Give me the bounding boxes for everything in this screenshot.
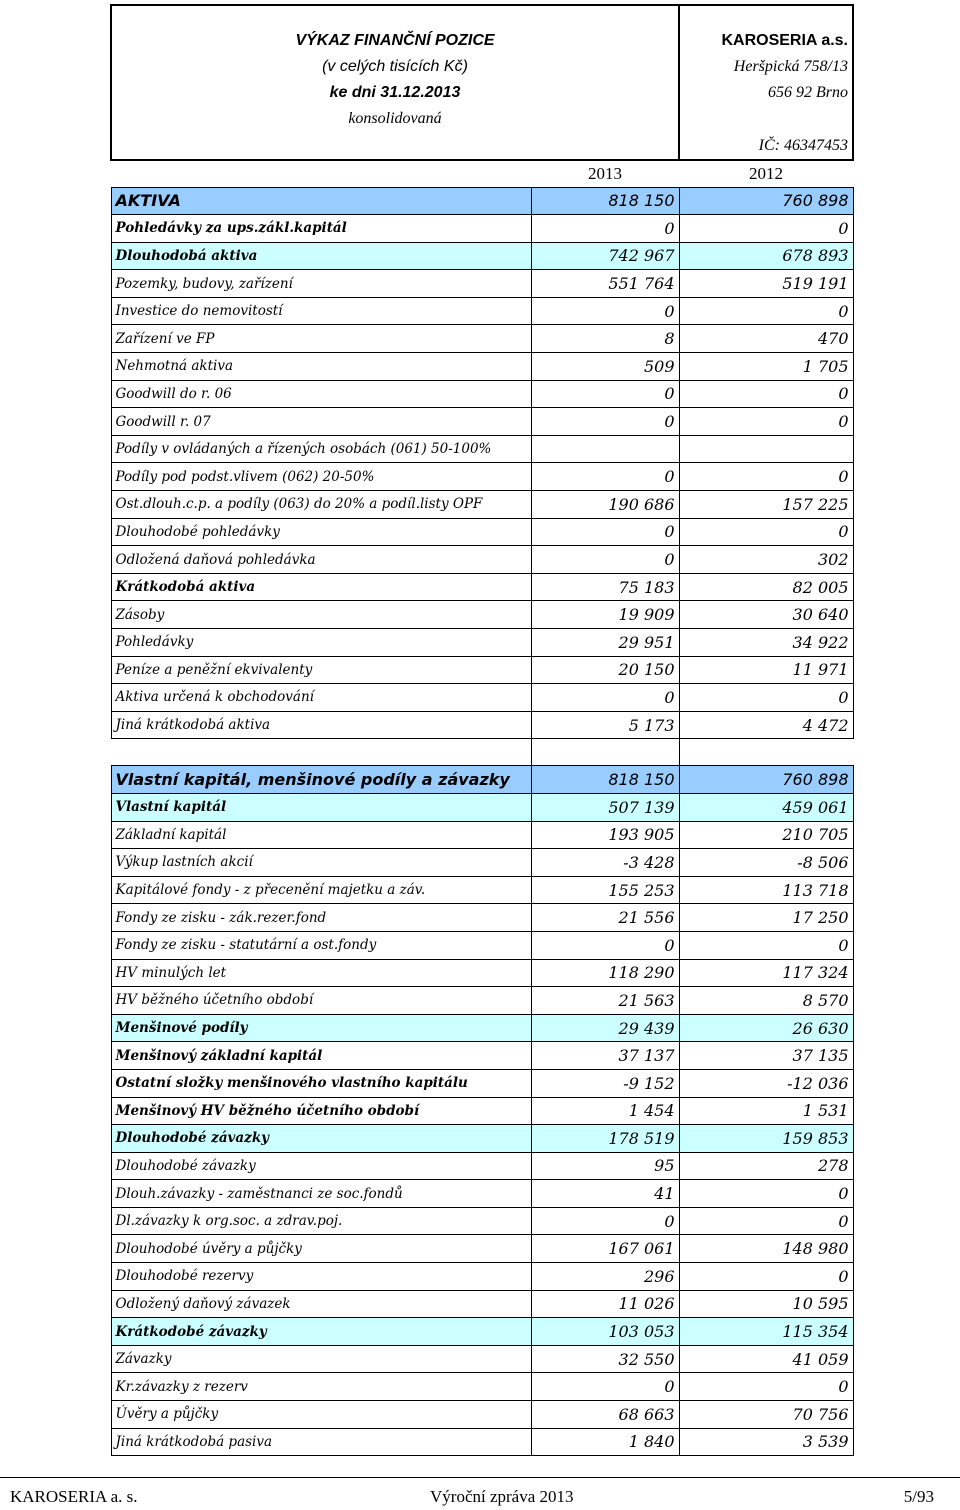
- value-2012: 8 570: [679, 987, 853, 1015]
- value-2012: 0: [679, 931, 853, 959]
- value-2013: 0: [531, 215, 679, 243]
- value-2013: 1 454: [531, 1097, 679, 1125]
- value-2013: 29 439: [531, 1014, 679, 1042]
- company-name: KAROSERIA a.s.: [679, 27, 853, 54]
- liability-row: [111, 821, 853, 849]
- value-2013: 0: [531, 684, 679, 712]
- value-2013: 818 150: [531, 766, 679, 794]
- liability-row: [111, 931, 853, 959]
- value-2013: 0: [531, 380, 679, 408]
- row-label: Úvěry a půjčky: [111, 1401, 531, 1429]
- asset-row: [111, 629, 853, 657]
- asset-row: [111, 297, 853, 325]
- row-label: Krátkodobé závazky: [111, 1318, 531, 1346]
- row-label: Menšinový základní kapitál: [111, 1042, 531, 1070]
- row-label: Jiná krátkodobá pasiva: [111, 1428, 531, 1456]
- value-2013: 5 173: [531, 711, 679, 739]
- row-label: Dl.závazky k org.soc. a zdrav.poj.: [111, 1207, 531, 1235]
- liability-row: [111, 904, 853, 932]
- row-label: Odložený daňový závazek: [111, 1290, 531, 1318]
- liability-row: [111, 1125, 853, 1153]
- value-2012: 278: [679, 1152, 853, 1180]
- year-2012-header: 2012: [749, 163, 783, 183]
- liability-row: [111, 1263, 853, 1291]
- liability-row: [111, 1180, 853, 1208]
- company-city: 656 92 Brno: [679, 80, 853, 106]
- row-label: Podíly v ovládaných a řízených osobách (061) 50-100%: [111, 435, 531, 463]
- row-label: Dlouhodobé rezervy: [111, 1263, 531, 1291]
- row-label: Dlouhodobé pohledávky: [111, 518, 531, 546]
- row-label: Pohledávky za ups.zákl.kapitál: [111, 215, 531, 243]
- spacer-row: [111, 739, 853, 766]
- value-2013: 21 563: [531, 987, 679, 1015]
- value-2013: 507 139: [531, 793, 679, 821]
- value-2012: 70 756: [679, 1401, 853, 1429]
- row-label: Zařízení ve FP: [111, 325, 531, 353]
- row-label: Pohledávky: [111, 629, 531, 657]
- value-2013: 0: [531, 463, 679, 491]
- liability-row: [111, 793, 853, 821]
- value-2013: 1 840: [531, 1428, 679, 1456]
- value-2012: -8 506: [679, 849, 853, 877]
- company-ico: IČ: 46347453: [679, 132, 853, 160]
- value-2013: 41: [531, 1180, 679, 1208]
- row-label: Pozemky, budovy, zařízení: [111, 270, 531, 298]
- asset-row: [111, 711, 853, 739]
- value-2013: 95: [531, 1152, 679, 1180]
- value-2012: 0: [679, 1263, 853, 1291]
- asset-row: [111, 463, 853, 491]
- value-2012: 4 472: [679, 711, 853, 739]
- asset-row: [111, 546, 853, 574]
- value-2012: 0: [679, 684, 853, 712]
- liability-row: [111, 1069, 853, 1097]
- value-2012: 302: [679, 546, 853, 574]
- value-2013: 75 183: [531, 573, 679, 601]
- value-2012: 0: [679, 297, 853, 325]
- liability-row: [111, 876, 853, 904]
- value-2013: 29 951: [531, 629, 679, 657]
- value-2013: 193 905: [531, 821, 679, 849]
- value-2012: 519 191: [679, 270, 853, 298]
- page-footer: [0, 1477, 960, 1510]
- liability-row: [111, 1207, 853, 1235]
- report-scope: konsolidovaná: [111, 106, 679, 132]
- value-2013: 0: [531, 518, 679, 546]
- value-2013: -9 152: [531, 1069, 679, 1097]
- row-label: Základní kapitál: [111, 821, 531, 849]
- balance-sheet-table: [110, 4, 854, 1456]
- value-2013: 20 150: [531, 656, 679, 684]
- row-label: HV minulých let: [111, 959, 531, 987]
- value-2012: 37 135: [679, 1042, 853, 1070]
- value-2013: 742 967: [531, 242, 679, 270]
- row-label: Nehmotná aktiva: [111, 353, 531, 381]
- value-2012: 148 980: [679, 1235, 853, 1263]
- liability-row: [111, 987, 853, 1015]
- liability-row: [111, 1097, 853, 1125]
- value-2012: 113 718: [679, 876, 853, 904]
- row-label: HV běžného účetního období: [111, 987, 531, 1015]
- value-2012: 0: [679, 1207, 853, 1235]
- asset-row: [111, 187, 853, 215]
- row-label: Menšinové podíly: [111, 1014, 531, 1042]
- liability-row: [111, 1373, 853, 1401]
- value-2012: 0: [679, 518, 853, 546]
- row-label: Menšinový HV běžného účetního období: [111, 1097, 531, 1125]
- liability-row: [111, 959, 853, 987]
- value-2012: 26 630: [679, 1014, 853, 1042]
- liability-row: [111, 1152, 853, 1180]
- row-label: Vlastní kapitál: [111, 793, 531, 821]
- liability-row: [111, 1345, 853, 1373]
- footer-page-number: 5/93: [903, 1487, 934, 1506]
- asset-row: [111, 270, 853, 298]
- value-2012: 760 898: [679, 187, 853, 215]
- row-label: Kr.závazky z rezerv: [111, 1373, 531, 1401]
- liability-row: [111, 849, 853, 877]
- value-2012: 41 059: [679, 1345, 853, 1373]
- value-2012: 82 005: [679, 573, 853, 601]
- asset-row: [111, 435, 853, 463]
- asset-row: [111, 215, 853, 243]
- value-2012: 1 705: [679, 353, 853, 381]
- row-label: Goodwill r. 07: [111, 408, 531, 436]
- row-label: Zásoby: [111, 601, 531, 629]
- value-2012: 210 705: [679, 821, 853, 849]
- value-2013: -3 428: [531, 849, 679, 877]
- row-label: Jiná krátkodobá aktiva: [111, 711, 531, 739]
- value-2012: 1 531: [679, 1097, 853, 1125]
- row-label: Dlouhodobá aktiva: [111, 242, 531, 270]
- value-2012: 11 971: [679, 656, 853, 684]
- value-2012: 0: [679, 1373, 853, 1401]
- report-date: ke dni 31.12.2013: [111, 80, 679, 106]
- value-2012: 157 225: [679, 491, 853, 519]
- liability-row: [111, 1401, 853, 1429]
- asset-row: [111, 408, 853, 436]
- row-label: Dlouhodobé úvěry a půjčky: [111, 1235, 531, 1263]
- value-2013: 509: [531, 353, 679, 381]
- value-2012: 760 898: [679, 766, 853, 794]
- asset-row: [111, 380, 853, 408]
- asset-row: [111, 491, 853, 519]
- value-2013: 551 764: [531, 270, 679, 298]
- value-2012: 0: [679, 1180, 853, 1208]
- value-2013: 8: [531, 325, 679, 353]
- value-2012: 3 539: [679, 1428, 853, 1456]
- value-2013: 37 137: [531, 1042, 679, 1070]
- row-label: Vlastní kapitál, menšinové podíly a závazky: [111, 766, 531, 794]
- value-2013: 0: [531, 931, 679, 959]
- value-2013: 178 519: [531, 1125, 679, 1153]
- value-2013: 0: [531, 297, 679, 325]
- asset-row: [111, 242, 853, 270]
- liability-row: [111, 766, 853, 794]
- value-2013: 0: [531, 546, 679, 574]
- value-2012: 459 061: [679, 793, 853, 821]
- value-2012: 0: [679, 215, 853, 243]
- row-label: Výkup lastních akcií: [111, 849, 531, 877]
- value-2012: 10 595: [679, 1290, 853, 1318]
- report-unit: (v celých tisících Kč): [111, 54, 679, 80]
- value-2012: 115 354: [679, 1318, 853, 1346]
- row-label: Investice do nemovitostí: [111, 297, 531, 325]
- row-label: Aktiva určená k obchodování: [111, 684, 531, 712]
- value-2013: 0: [531, 1373, 679, 1401]
- year-2013-header: 2013: [588, 163, 622, 183]
- value-2012: 17 250: [679, 904, 853, 932]
- value-2013: 19 909: [531, 601, 679, 629]
- row-label: Závazky: [111, 1345, 531, 1373]
- row-label: Dlouhodobé závazky: [111, 1152, 531, 1180]
- value-2013: 21 556: [531, 904, 679, 932]
- value-2013: 103 053: [531, 1318, 679, 1346]
- value-2013: 68 663: [531, 1401, 679, 1429]
- value-2013: 155 253: [531, 876, 679, 904]
- row-label: Dlouh.závazky - zaměstnanci ze soc.fondů: [111, 1180, 531, 1208]
- row-label: Odložená daňová pohledávka: [111, 546, 531, 574]
- liability-row: [111, 1014, 853, 1042]
- row-label: Podíly pod podst.vlivem (062) 20-50%: [111, 463, 531, 491]
- value-2012: 0: [679, 463, 853, 491]
- value-2013: 190 686: [531, 491, 679, 519]
- footer-company: KAROSERIA a. s.: [10, 1487, 138, 1506]
- liability-row: [111, 1290, 853, 1318]
- value-2012: 678 893: [679, 242, 853, 270]
- liability-row: [111, 1235, 853, 1263]
- value-2013: 0: [531, 1207, 679, 1235]
- asset-row: [111, 518, 853, 546]
- row-label: Dlouhodobé závazky: [111, 1125, 531, 1153]
- row-label: Kapitálové fondy - z přecenění majetku a záv.: [111, 876, 531, 904]
- row-label: Krátkodobá aktiva: [111, 573, 531, 601]
- liability-row: [111, 1042, 853, 1070]
- value-2012: 470: [679, 325, 853, 353]
- asset-row: [111, 601, 853, 629]
- value-2013: [531, 435, 679, 463]
- value-2013: 0: [531, 408, 679, 436]
- row-label: Peníze a peněžní ekvivalenty: [111, 656, 531, 684]
- value-2013: 818 150: [531, 187, 679, 215]
- company-street: Heršpická 758/13: [679, 54, 853, 80]
- value-2012: 117 324: [679, 959, 853, 987]
- value-2012: -12 036: [679, 1069, 853, 1097]
- value-2012: 30 640: [679, 601, 853, 629]
- asset-row: [111, 325, 853, 353]
- value-2012: 34 922: [679, 629, 853, 657]
- value-2013: 167 061: [531, 1235, 679, 1263]
- row-label: Fondy ze zisku - statutární a ost.fondy: [111, 931, 531, 959]
- footer-report: Výroční zpráva 2013: [430, 1487, 574, 1506]
- asset-row: [111, 656, 853, 684]
- row-label: Goodwill do r. 06: [111, 380, 531, 408]
- liability-row: [111, 1318, 853, 1346]
- value-2013: 32 550: [531, 1345, 679, 1373]
- asset-row: [111, 353, 853, 381]
- value-2012: [679, 435, 853, 463]
- value-2013: 296: [531, 1263, 679, 1291]
- liability-row: [111, 1428, 853, 1456]
- value-2012: 159 853: [679, 1125, 853, 1153]
- row-label: Ostatní složky menšinového vlastního kapitálu: [111, 1069, 531, 1097]
- value-2012: 0: [679, 408, 853, 436]
- asset-row: [111, 684, 853, 712]
- row-label: AKTIVA: [111, 187, 531, 215]
- row-label: Ost.dlouh.c.p. a podíly (063) do 20% a podíl.listy OPF: [111, 491, 531, 519]
- value-2013: 118 290: [531, 959, 679, 987]
- value-2012: 0: [679, 380, 853, 408]
- asset-row: [111, 573, 853, 601]
- report-title: VÝKAZ FINANČNÍ POZICE: [111, 27, 679, 54]
- row-label: Fondy ze zisku - zák.rezer.fond: [111, 904, 531, 932]
- value-2013: 11 026: [531, 1290, 679, 1318]
